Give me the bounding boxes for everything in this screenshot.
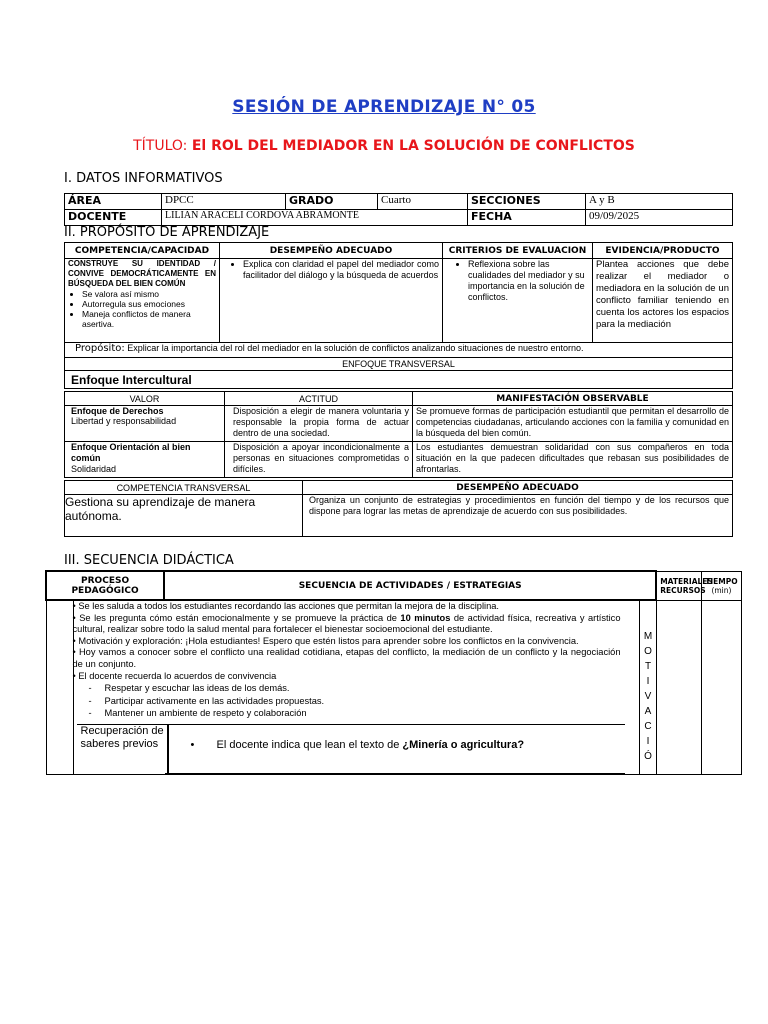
- docente-label: DOCENTE: [65, 210, 162, 226]
- competencia-cell: [65, 259, 220, 343]
- proceso-column: [47, 601, 74, 774]
- header-actitud: ACTITUD: [225, 392, 413, 406]
- header-criterios: CRITERIOS DE EVALUACION: [443, 243, 593, 259]
- evidencia-text: Plantea acciones que debe realizar el mediador o mediadora en la solución de un conflicto familiar teniendo en cuenta los actores los espacios para la mediación: [593, 259, 733, 343]
- proposito-row: [65, 343, 733, 358]
- enfoque-valor: Libertad y responsabilidad: [71, 416, 177, 426]
- docente-indica-text: El docente indica que lean el texto de ¿Minería o agricultura?: [216, 739, 525, 751]
- acuerdo-item: - Respetar y escuchar las ideas de los demás.: [88, 683, 290, 694]
- header-valor: VALOR: [65, 392, 225, 406]
- competencia-transversal-label: COMPETENCIA TRANSVERSAL: [65, 481, 303, 495]
- enfoque-actitud: Disposición a elegir de manera voluntaria y responsable la propia forma de actuar dentro de una sociedad.: [225, 406, 413, 442]
- section-datos-heading: I. DATOS INFORMATIVOS: [64, 171, 223, 186]
- header-proceso: PROCESO PEDAGÓGICO: [46, 571, 164, 600]
- fecha-label: FECHA: [468, 210, 586, 226]
- gestiona-desc: Organiza un conjunto de estrategias y procedimientos en función del tiempo y de los recursos que dispone para lograr las metas de aprendizaje de acuerdo con sus posibilidades.: [303, 495, 733, 537]
- enfoque-derechos-cell: [65, 406, 225, 442]
- header-manifestacion: MANIFESTACIÓN OBSERVABLE: [413, 392, 733, 406]
- motivacion-vertical: M O T I V A C I Ó: [640, 600, 656, 775]
- enfoque-valor: Solidaridad: [71, 464, 117, 474]
- proposito-label: Propósito:: [75, 343, 125, 354]
- header-secuencia: SECUENCIA DE ACTIVIDADES / ESTRATEGIAS: [164, 571, 656, 600]
- desempeno-text: • Explica con claridad el papel del mediador como facilitador del diálogo y la búsqueda de acuerdos: [243, 259, 439, 281]
- header-materiales: MATERIALES RECURSOS: [656, 571, 701, 600]
- tiempo-cell: [701, 600, 741, 775]
- acuerdos-list: [73, 682, 621, 720]
- gestiona-text: Gestiona su aprendizaje de manera autónoma.: [65, 495, 303, 537]
- acuerdo-item: - Participar activamente en las actividades propuestas.: [88, 695, 325, 706]
- subtitle-text: El ROL DEL MEDIADOR EN LA SOLUCIÓN DE CONFLICTOS: [191, 138, 635, 154]
- capacidad-item: • Se valora así mismo: [82, 289, 216, 299]
- capacidad-item: • Maneja conflictos de manera asertiva.: [82, 309, 216, 329]
- secciones-label: SECCIONES: [468, 194, 586, 210]
- secuencia-table: [45, 570, 742, 775]
- secciones-value: A y B: [586, 194, 733, 210]
- enfoque-name: Enfoque de Derechos: [71, 406, 164, 416]
- header-tiempo-cell: [701, 571, 741, 600]
- bullets-list: [73, 601, 621, 720]
- bullet-dot: •: [190, 739, 195, 751]
- section-proposito-heading: II. PROPÓSITO DE APRENDIZAJE: [64, 225, 270, 240]
- bullet-item: • Motivación y exploración: ¡Hola estudiantes! Espero que estén listos para aprender sobre los conflictos en la convivencia.: [72, 635, 579, 646]
- tiempo-unit: (min): [711, 585, 732, 595]
- competencia-transversal-table: [64, 480, 733, 537]
- enfoque-manifestacion: Los estudiantes demuestran solidaridad con sus compañeros en toda situación en la que padecen dificultades que rebasan sus posibilidades de afrontarlas.: [413, 442, 733, 478]
- header-tiempo: TIEMPO: [705, 576, 738, 586]
- enfoque-actitud: Disposición a apoyar incondicionalmente a personas en situaciones comprometidas o difíciles.: [225, 442, 413, 478]
- docente-value: LILIAN ARACELI CORDOVA ABRAMONTE: [162, 210, 468, 226]
- header-desempeno: DESEMPEÑO ADECUADO: [220, 243, 443, 259]
- bullet-item: • Hoy vamos a conocer sobre el conflicto una realidad cotidiana, etapas del conflicto, la mediación de un conflicto y la negociación de un conjunto.: [72, 647, 621, 669]
- proposito-text: Explicar la importancia del rol del mediador en la solución de conflictos analizando situaciones de nuestro entorno.: [127, 343, 584, 353]
- capacidad-item: • Autorregula sus emociones: [82, 299, 216, 309]
- grado-label: GRADO: [286, 194, 378, 210]
- datos-table: [64, 193, 733, 226]
- recuperacion-label: Recuperación de saberes previos: [77, 724, 169, 773]
- fecha-value: 09/09/2025: [586, 210, 733, 226]
- enfoque-transversal-heading: ENFOQUE TRANSVERSAL: [65, 358, 733, 371]
- enfoque-intercultural: Enfoque Intercultural: [65, 371, 733, 389]
- enfoques-table: [64, 391, 733, 478]
- enfoque-manifestacion: Se promueve formas de participación estudiantil que permitan el desarrollo de competencias ciudadanas, articulando acciones con la familia y comunidad en la búsqueda del bien común.: [413, 406, 733, 442]
- desempeno-cell: [220, 259, 443, 343]
- enfoque-bien-comun-cell: [65, 442, 225, 478]
- page-title: SESIÓN DE APRENDIZAJE N° 05: [232, 97, 536, 117]
- bullet-item: • Se les saluda a todos los estudiantes recordando las acciones que permitan la mejora de la disciplina.: [72, 601, 500, 611]
- area-label: ÁREA: [65, 194, 162, 210]
- session-subtitle: [0, 138, 768, 154]
- header-competencia: COMPETENCIA/CAPACIDAD: [65, 243, 220, 259]
- competencia-text: CONSTRUYE SU IDENTIDAD / CONVIVE DEMOCRÁTICAMENTE EN BÚSQUEDA DEL BIEN COMÚN: [68, 259, 216, 288]
- section-secuencia-heading: III. SECUENCIA DIDÁCTICA: [64, 553, 234, 568]
- header-evidencia: EVIDENCIA/PRODUCTO: [593, 243, 733, 259]
- enfoque-name: Enfoque Orientación al bien común: [71, 442, 191, 463]
- proposito-table: [64, 242, 733, 389]
- actividades-cell: [46, 600, 640, 775]
- acuerdo-item: - Mantener un ambiente de respeto y colaboración: [88, 708, 307, 719]
- desempeno-adecuado-label: DESEMPEÑO ADECUADO: [303, 481, 733, 495]
- area-value: DPCC: [162, 194, 286, 210]
- recuperacion-content: [165, 724, 625, 775]
- subtitle-label: TÍTULO:: [133, 138, 188, 154]
- grado-value: Cuarto: [378, 194, 468, 210]
- bullet-item: • Se les pregunta cómo están emocionalmente y se promueve la práctica de 10 minutos de actividad física, recreativa y artístico cultural, realizar sobre todo la salud mental para fortalecer el bienestar socioemocional del estudiante.: [72, 612, 621, 635]
- bullet-item: • El docente recuerda lo acuerdos de convivencia: [72, 670, 277, 681]
- criterios-text: • Reflexiona sobre las cualidades del mediador y su importancia en la solución de conflictos.: [468, 259, 589, 303]
- criterios-cell: [443, 259, 593, 343]
- materiales-cell: [656, 600, 701, 775]
